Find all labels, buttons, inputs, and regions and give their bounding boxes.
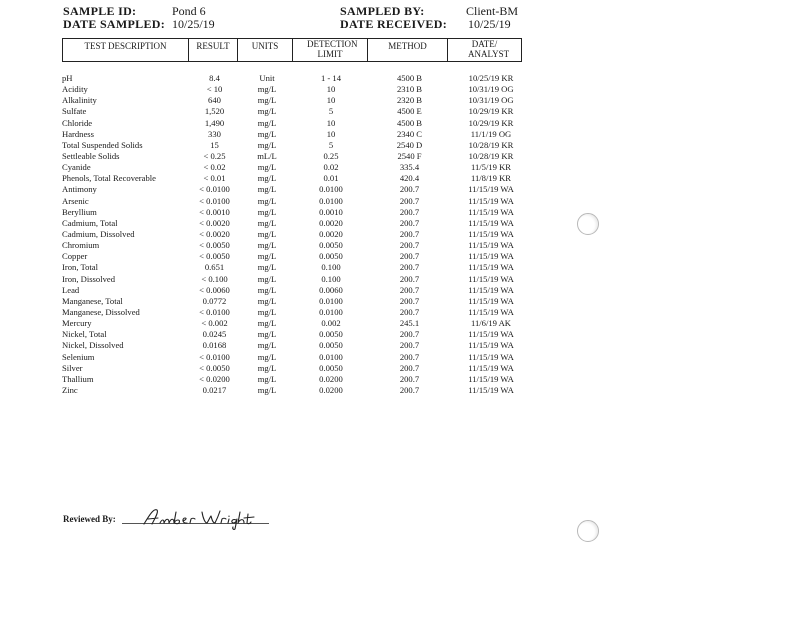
method-cell: 2540 F bbox=[397, 150, 422, 161]
detection-limit-cell: 0.0050 bbox=[319, 362, 343, 373]
test-description-cell: Iron, Total bbox=[62, 262, 98, 273]
column-header-method: METHOD bbox=[367, 39, 447, 61]
method-cell: 2320 B bbox=[396, 95, 423, 106]
test-description-cell: Antimony bbox=[62, 184, 97, 195]
date-analyst-cell: 11/15/19 WA bbox=[468, 206, 514, 217]
test-description-cell: Alkalinity bbox=[62, 95, 97, 106]
date-analyst-cell: 11/15/19 WA bbox=[468, 295, 514, 306]
test-description-cell: Zinc bbox=[62, 384, 78, 395]
column-header-test-description: TEST DESCRIPTION bbox=[84, 41, 167, 51]
test-description-cell: Chloride bbox=[62, 117, 93, 128]
units-cell: mg/L bbox=[257, 306, 277, 317]
result-cell: < 0.01 bbox=[203, 173, 226, 184]
units-cell: mg/L bbox=[257, 240, 277, 251]
result-cell: < 0.100 bbox=[201, 273, 228, 284]
units-cell: mg/L bbox=[257, 139, 277, 150]
result-cell: < 0.0100 bbox=[199, 351, 230, 362]
date-analyst-cell: 11/15/19 WA bbox=[468, 373, 514, 384]
detection-limit-cell: 10 bbox=[326, 84, 336, 95]
date-analyst-cell: 10/25/19 KR bbox=[468, 73, 514, 83]
detection-limit-cell: 0.0050 bbox=[319, 240, 343, 251]
method-cell: 200.7 bbox=[399, 306, 420, 317]
units-cell: mg/L bbox=[257, 373, 277, 384]
units-cell: mL/L bbox=[257, 150, 277, 161]
detection-limit-cell: 10 bbox=[326, 117, 336, 128]
method-cell: 200.7 bbox=[399, 373, 420, 384]
test-description-cell: Thallium bbox=[62, 373, 94, 384]
test-description-cell: Settleable Solids bbox=[62, 150, 120, 161]
method-cell: 200.7 bbox=[399, 329, 420, 340]
result-cell: < 0.0200 bbox=[199, 373, 230, 384]
detection-limit-cell: 0.002 bbox=[321, 318, 341, 329]
method-cell: 245.1 bbox=[399, 318, 420, 329]
units-cell: mg/L bbox=[257, 217, 277, 228]
date-analyst-cell: 11/8/19 KR bbox=[470, 173, 512, 184]
test-description-cell: Manganese, Total bbox=[62, 295, 123, 306]
method-cell: 200.7 bbox=[399, 351, 420, 362]
detection-limit-cell: 0.100 bbox=[321, 262, 341, 273]
test-description-cell: Iron, Dissolved bbox=[62, 273, 115, 284]
reviewed-by-label: Reviewed By: bbox=[63, 514, 116, 524]
method-cell: 200.7 bbox=[399, 273, 420, 284]
result-cell: 0.0772 bbox=[202, 295, 227, 306]
method-cell: 200.7 bbox=[399, 240, 420, 251]
units-cell: mg/L bbox=[257, 106, 277, 117]
test-description-cell: pH bbox=[62, 73, 73, 83]
method-cell: 200.7 bbox=[399, 195, 420, 206]
units-cell: mg/L bbox=[257, 128, 277, 139]
method-cell: 200.7 bbox=[399, 184, 420, 195]
method-cell: 200.7 bbox=[399, 284, 420, 295]
test-description-cell: Chromium bbox=[62, 240, 100, 251]
detection-limit-cell: 5 bbox=[328, 139, 334, 150]
date-sampled-label: DATE SAMPLED: bbox=[63, 17, 166, 31]
result-cell: 0.0168 bbox=[202, 340, 227, 351]
date-analyst-cell: 11/1/19 OG bbox=[470, 128, 512, 139]
date-analyst-cell: 11/5/19 KR bbox=[470, 162, 512, 173]
date-analyst-cell: 11/15/19 WA bbox=[468, 240, 514, 251]
result-cell: < 0.0050 bbox=[199, 251, 230, 262]
units-cell: mg/L bbox=[257, 162, 277, 173]
units-cell: mg/L bbox=[257, 340, 277, 351]
date-analyst-cell: 11/6/19 AK bbox=[470, 318, 512, 329]
method-cell: 4500 B bbox=[396, 117, 423, 128]
date-analyst-cell: 11/15/19 WA bbox=[468, 351, 514, 362]
method-cell: 420.4 bbox=[399, 173, 420, 184]
result-cell: < 0.0050 bbox=[199, 240, 230, 251]
detection-limit-cell: 0.01 bbox=[323, 173, 339, 184]
detection-limit-cell: 0.0200 bbox=[319, 384, 343, 395]
method-cell: 200.7 bbox=[399, 217, 420, 228]
units-cell: mg/L bbox=[257, 206, 277, 217]
binder-hole-bottom bbox=[577, 520, 599, 542]
units-cell: mg/L bbox=[257, 173, 277, 184]
test-description-cell: Beryllium bbox=[62, 206, 97, 217]
method-cell: 200.7 bbox=[399, 362, 420, 373]
result-cell: 0.651 bbox=[204, 262, 225, 273]
sampled-by-label: SAMPLED BY: bbox=[340, 4, 425, 18]
detection-limit-cell: 0.100 bbox=[321, 273, 341, 284]
units-cell: mg/L bbox=[257, 318, 277, 329]
date-analyst-cell: 11/15/19 WA bbox=[468, 273, 514, 284]
method-cell: 335.4 bbox=[399, 162, 420, 173]
result-cell: 1,520 bbox=[204, 106, 225, 117]
date-analyst-cell: 11/15/19 WA bbox=[468, 340, 514, 351]
result-cell: < 0.0020 bbox=[199, 217, 230, 228]
table-header bbox=[62, 38, 522, 62]
detection-limit-cell: 0.0100 bbox=[319, 295, 343, 306]
sampled-by-value: Client-BM bbox=[466, 4, 519, 18]
method-cell: 2340 C bbox=[396, 128, 423, 139]
method-cell: 4500 E bbox=[397, 106, 422, 117]
detection-limit-cell: 0.02 bbox=[323, 162, 339, 173]
method-cell: 200.7 bbox=[399, 384, 420, 395]
test-description-cell: Manganese, Dissolved bbox=[62, 306, 140, 317]
detection-limit-cell: 0.0050 bbox=[319, 329, 343, 340]
method-cell: 200.7 bbox=[399, 206, 420, 217]
detection-limit-cell: 0.0100 bbox=[319, 184, 343, 195]
date-analyst-cell: 11/15/19 WA bbox=[468, 228, 514, 239]
date-analyst-cell: 10/29/19 KR bbox=[468, 106, 514, 117]
result-cell: 0.0217 bbox=[202, 384, 227, 395]
date-analyst-cell: 10/31/19 OG bbox=[468, 84, 514, 95]
test-description-cell: Silver bbox=[62, 362, 83, 373]
test-description-cell: Cadmium, Total bbox=[62, 217, 118, 228]
date-analyst-cell: 11/15/19 WA bbox=[468, 262, 514, 273]
result-cell: < 10 bbox=[206, 84, 223, 95]
method-cell: 200.7 bbox=[399, 295, 420, 306]
date-analyst-cell: 10/29/19 KR bbox=[468, 117, 514, 128]
test-description-cell: Nickel, Total bbox=[62, 329, 107, 340]
units-cell: mg/L bbox=[257, 117, 277, 128]
method-cell: 2310 B bbox=[396, 84, 423, 95]
method-cell: 200.7 bbox=[399, 251, 420, 262]
date-analyst-cell: 10/28/19 KR bbox=[468, 139, 514, 150]
result-cell: < 0.0050 bbox=[199, 362, 230, 373]
date-analyst-cell: 11/15/19 WA bbox=[468, 362, 514, 373]
date-received-value: 10/25/19 bbox=[468, 17, 511, 31]
detection-limit-cell: 0.0020 bbox=[319, 228, 343, 239]
test-description-cell: Phenols, Total Recoverable bbox=[62, 173, 156, 184]
detection-limit-cell: 5 bbox=[328, 106, 334, 117]
test-description-cell: Copper bbox=[62, 251, 88, 262]
date-analyst-cell: 11/15/19 WA bbox=[468, 284, 514, 295]
date-received-label: DATE RECEIVED: bbox=[340, 17, 447, 31]
units-cell: mg/L bbox=[257, 228, 277, 239]
units-cell: mg/L bbox=[257, 251, 277, 262]
date-analyst-cell: 11/15/19 WA bbox=[468, 217, 514, 228]
column-header-result: RESULT bbox=[188, 39, 237, 61]
method-cell: 4500 B bbox=[396, 73, 423, 83]
sample-id-value: Pond 6 bbox=[172, 4, 206, 18]
date-analyst-cell: 11/15/19 WA bbox=[468, 306, 514, 317]
units-cell: mg/L bbox=[257, 351, 277, 362]
method-cell: 200.7 bbox=[399, 340, 420, 351]
detection-limit-cell: 0.25 bbox=[323, 150, 339, 161]
test-description-cell: Cyanide bbox=[62, 162, 91, 173]
result-cell: < 0.25 bbox=[203, 150, 226, 161]
units-cell: mg/L bbox=[257, 329, 277, 340]
units-cell: mg/L bbox=[257, 284, 277, 295]
detection-limit-cell: 1 - 14 bbox=[320, 73, 342, 83]
result-cell: 640 bbox=[208, 95, 221, 106]
detection-limit-cell: 0.0100 bbox=[319, 351, 343, 362]
method-cell: 200.7 bbox=[399, 262, 420, 273]
test-description-cell: Selenium bbox=[62, 351, 95, 362]
units-cell: mg/L bbox=[257, 262, 277, 273]
column-header-date-analyst: DATE/ ANALYST bbox=[447, 39, 521, 61]
units-cell: mg/L bbox=[257, 184, 277, 195]
date-analyst-cell: 10/28/19 KR bbox=[468, 150, 514, 161]
detection-limit-cell: 0.0020 bbox=[319, 217, 343, 228]
test-description-cell: Nickel, Dissolved bbox=[62, 340, 124, 351]
method-cell: 200.7 bbox=[399, 228, 420, 239]
detection-limit-cell: 0.0060 bbox=[319, 284, 343, 295]
detection-limit-cell: 10 bbox=[326, 95, 336, 106]
date-analyst-cell: 11/15/19 WA bbox=[468, 195, 514, 206]
test-description-cell: Mercury bbox=[62, 318, 92, 329]
result-cell: 15 bbox=[210, 139, 219, 150]
detection-limit-cell: 10 bbox=[326, 128, 336, 139]
result-cell: 0.0245 bbox=[202, 329, 227, 340]
test-description-cell: Acidity bbox=[62, 84, 88, 95]
sample-id-label: SAMPLE ID: bbox=[63, 4, 137, 18]
test-description-cell: Cadmium, Dissolved bbox=[62, 228, 135, 239]
test-description-cell: Lead bbox=[62, 284, 80, 295]
detection-limit-cell: 0.0200 bbox=[319, 373, 343, 384]
test-description-cell: Total Suspended Solids bbox=[62, 139, 143, 150]
column-header-units: UNITS bbox=[237, 39, 292, 61]
column-header-detection-limit: DETECTION LIMIT bbox=[292, 39, 367, 61]
result-cell: < 0.0100 bbox=[199, 184, 230, 195]
units-cell: Unit bbox=[259, 73, 275, 83]
test-description-cell: Arsenic bbox=[62, 195, 89, 206]
units-cell: mg/L bbox=[257, 362, 277, 373]
result-cell: 1,490 bbox=[204, 117, 225, 128]
result-cell: 330 bbox=[208, 128, 221, 139]
date-analyst-cell: 11/15/19 WA bbox=[468, 329, 514, 340]
result-cell: < 0.02 bbox=[203, 162, 226, 173]
detection-limit-cell: 0.0050 bbox=[319, 340, 343, 351]
detection-limit-cell: 0.0010 bbox=[319, 206, 343, 217]
method-cell: 2540 D bbox=[396, 139, 423, 150]
date-analyst-cell: 11/15/19 WA bbox=[468, 384, 514, 395]
result-cell: < 0.0100 bbox=[199, 195, 230, 206]
units-cell: mg/L bbox=[257, 195, 277, 206]
result-cell: < 0.0020 bbox=[199, 228, 230, 239]
date-sampled-value: 10/25/19 bbox=[172, 17, 215, 31]
detection-limit-cell: 0.0050 bbox=[319, 251, 343, 262]
signature bbox=[140, 506, 270, 530]
units-cell: mg/L bbox=[257, 84, 277, 95]
test-description-cell: Sulfate bbox=[62, 106, 87, 117]
binder-hole-top bbox=[577, 213, 599, 235]
detection-limit-cell: 0.0100 bbox=[319, 195, 343, 206]
detection-limit-cell: 0.0100 bbox=[319, 306, 343, 317]
date-analyst-cell: 10/31/19 OG bbox=[468, 95, 514, 106]
test-description-cell: Hardness bbox=[62, 128, 94, 139]
date-analyst-cell: 11/15/19 WA bbox=[468, 184, 514, 195]
units-cell: mg/L bbox=[257, 384, 277, 395]
units-cell: mg/L bbox=[257, 273, 277, 284]
units-cell: mg/L bbox=[257, 95, 277, 106]
result-cell: < 0.0060 bbox=[199, 284, 230, 295]
result-cell: < 0.0010 bbox=[199, 206, 230, 217]
units-cell: mg/L bbox=[257, 295, 277, 306]
date-analyst-cell: 11/15/19 WA bbox=[468, 251, 514, 262]
result-cell: < 0.0100 bbox=[199, 306, 230, 317]
result-cell: < 0.002 bbox=[201, 318, 228, 329]
result-cell: 8.4 bbox=[209, 73, 220, 83]
